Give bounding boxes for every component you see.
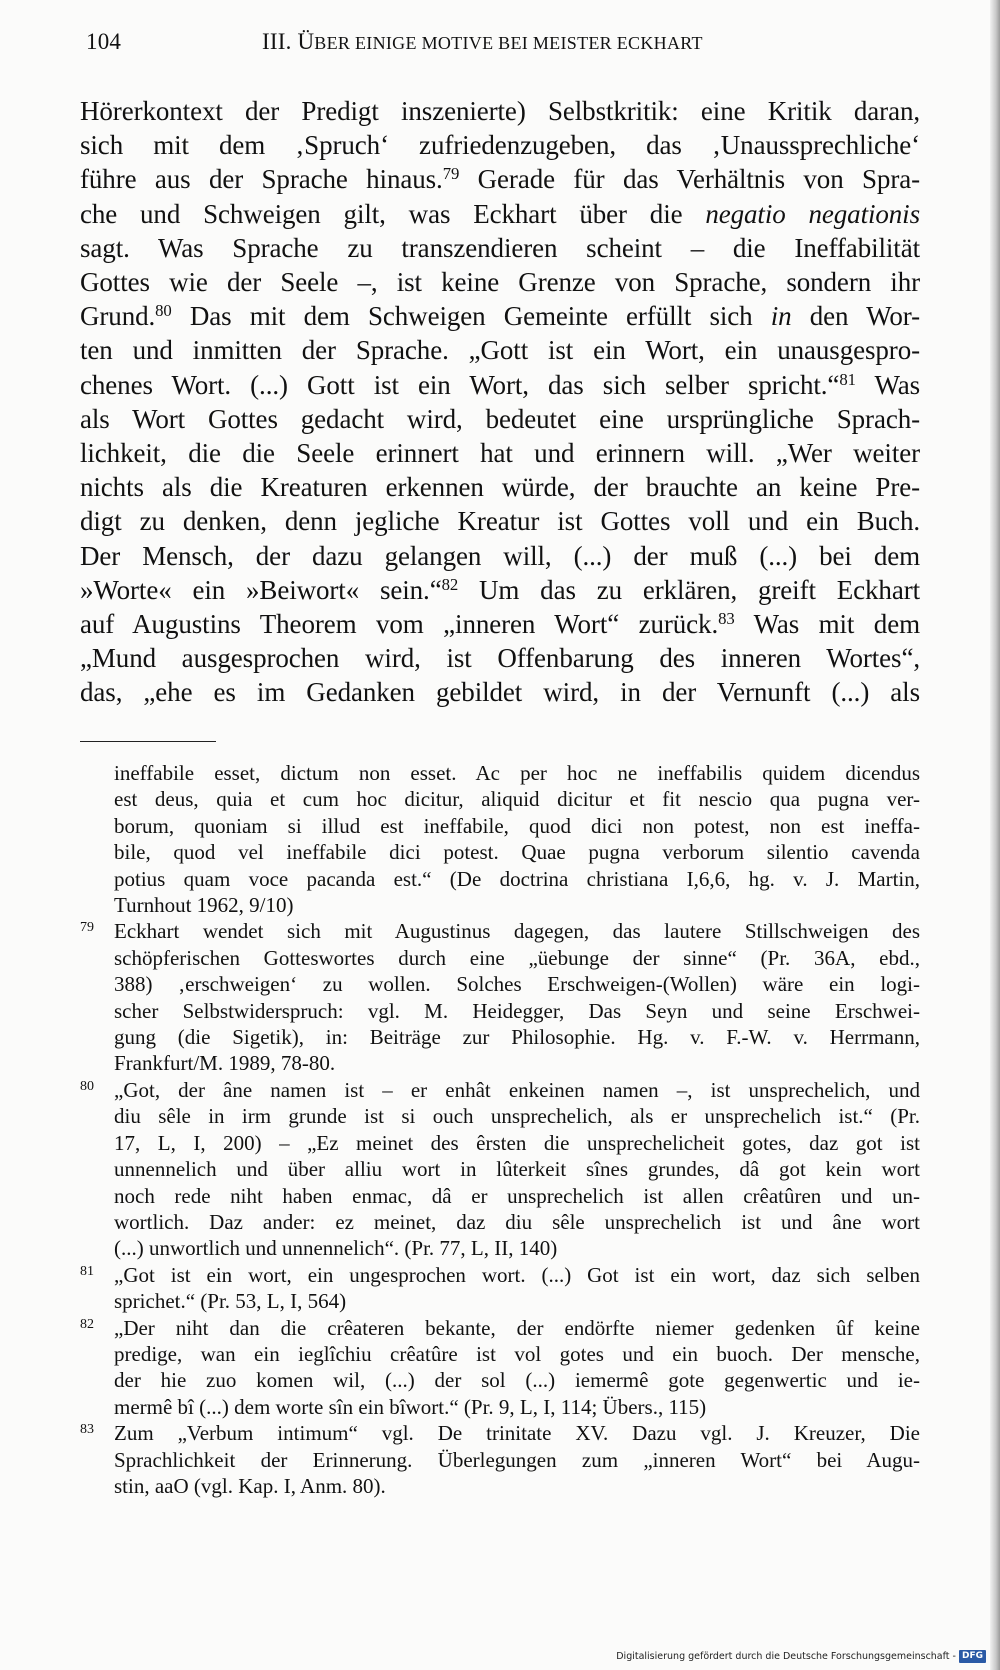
footnote-line: unnennelich und über alliu wort in lûterkeit sînes grundes, dâ got kein wort (114, 1157, 920, 1182)
text-line: Der Mensch, der dazu gelangen will, (...) der muß (...) bei dem (80, 540, 920, 571)
footnote-ref: 81 (839, 369, 856, 389)
footnote-line: borum, quoniam si illud est ineffabile, quod dici non potest, non est ineffa- (114, 813, 920, 838)
footnote-line: stin, aaO (vgl. Kap. I, Anm. 80). (114, 1473, 386, 1498)
footnote-ref: 82 (441, 574, 459, 594)
footnote-ref: 80 (155, 301, 172, 321)
footnote-line: Sprachlichkeit der Erinnerung. Überlegungen zum „inneren Wort“ bei Augu- (114, 1447, 920, 1472)
text-line: sich mit dem ‚Spruch‘ zufriedenzugeben, das ‚Unaussprechliche‘ (80, 130, 920, 161)
footnote-line: Zum „Verbum intimum“ vgl. De trinitate XV. Dazu vgl. J. Kreuzer, Die (114, 1421, 920, 1446)
text-line: Grund.$^{80}$ Das mit dem Schweigen Gemeinte erfüllt sich in den Wor- (80, 301, 920, 332)
footnote-79 (80, 918, 920, 1076)
text-line: nichts als die Kreaturen erkennen würde, der brauchte an keine Pre- (80, 472, 920, 503)
footnote-number: 79 (80, 920, 94, 936)
footnote-number: 81 (80, 1263, 94, 1279)
footnote-line: 388) ‚erschweigen‘ zu wollen. Solches Erschweigen-(Wollen) wäre ein logi- (114, 972, 920, 997)
footnote-line: Turnhout 1962, 9/10) (114, 893, 294, 918)
footnote-line: (...) unwortlich und unnennelich“. (Pr. 77, L, II, 140) (114, 1236, 558, 1261)
footnote-line: sprichet.“ (Pr. 53, L, I, 564) (114, 1289, 347, 1314)
text-line: sagt. Was Sprache zu transzendieren scheint – die Ineffabilität (80, 232, 920, 263)
text-line: „Mund ausgesprochen wird, ist Offenbarung des inneren Wortes“, (80, 643, 920, 674)
footnote-separator (80, 741, 216, 742)
digitization-credit (616, 1648, 986, 1666)
text-line: digt zu denken, denn jegliche Kreatur ist Gottes voll und ein Buch. (80, 506, 920, 537)
running-header (86, 26, 918, 58)
footnote-number: 83 (80, 1422, 94, 1438)
footnote-82 (80, 1315, 920, 1421)
text-line: das, „ehe es im Gedanken gebildet wird, in der Vernunft (...) als (80, 677, 920, 708)
italic-term: negatio negationis (705, 198, 920, 229)
text-line: »Worte« ein »Beiwort« sein.“$^{82}$ Um das zu erklären, greift Eckhart (80, 574, 920, 605)
footnote-line: bile, quod vel ineffabile dici potest. Quae pugna verborum silentio cavenda (114, 840, 920, 865)
text-line: Gottes wie der Seele –, ist keine Grenze von Sprache, sondern ihr (80, 267, 920, 298)
footnote-83 (80, 1420, 920, 1499)
footnote-ref: 79 (442, 164, 460, 184)
running-title (262, 26, 703, 59)
footnote-line: „Got ist ein wort, ein ungesprochen wort. (...) Got ist ein wort, daz sich selben (114, 1262, 920, 1287)
footnote-continuation (80, 760, 920, 918)
footnote-line: „Der niht dan die crêateren bekante, der endörfte niemer gedenken ûf keine (114, 1315, 920, 1340)
main-text (80, 94, 920, 710)
footnote-line: ineffabile esset, dictum non esset. Ac per hoc ne ineffabilis quidem dicendus (114, 761, 920, 785)
running-title-smallcaps: BER EINIGE MOTIVE BEI MEISTER ECKHART (314, 33, 703, 53)
text-line: lichkeit, die die Seele erinnert hat und erinnern will. „Wer weiter (80, 438, 920, 469)
footnote-line: „Got, der âne namen ist – er enhât enkeinen namen –, ist unsprechelich, und (114, 1077, 920, 1102)
footnote-line: potius quam voce pacanda est.“ (De doctrina christiana I,6,6, hg. v. J. Martin, (114, 866, 920, 891)
text-line: als Wort Gottes gedacht wird, bedeutet eine ursprüngliche Sprach- (80, 403, 920, 434)
page-number: 104 (86, 29, 122, 54)
footnote-line: Frankfurt/M. 1989, 78-80. (114, 1051, 336, 1076)
running-title-prefix: III. Ü (262, 29, 315, 54)
footnote-number: 82 (80, 1316, 94, 1332)
footnote-line: gung (die Sigetik), in: Beiträge zur Philosophie. Hg. v. F.-W. v. Herrmann, (114, 1025, 920, 1050)
footnote-line: predige, wan ein ieglîchiu crêatûre ist vol gotes und ein buoch. Der mensche, (114, 1341, 920, 1366)
footnote-line: est deus, quia et cum hoc dicitur, aliquid dicitur et fit nescio qua pugna ver- (114, 787, 920, 812)
text-line: chenes Wort. (...) Gott ist ein Wort, das sich selber spricht.“$^{81}$ Was (80, 369, 920, 400)
footnote-ref: 83 (718, 608, 735, 628)
footnote-line: mermê bî (...) dem worte sîn ein bîwort.“ (Pr. 9, L, I, 114; Übers., 115) (114, 1394, 707, 1419)
dfg-logo: DFG (959, 1650, 986, 1663)
text-line: führe aus der Sprache hinaus.$^{79}$ Gerade für das Verhältnis von Spra- (80, 164, 920, 195)
footnote-line: schöpferischen Gotteswortes durch eine „üebunge der sinne“ (Pr. 36A, ebd., (114, 945, 920, 970)
footnote-line: noch rede niht haben enmac, dâ er unsprechelich ist allen crêatûren und un- (114, 1183, 920, 1208)
text-line: che und Schweigen gilt, was Eckhart über die negatio negationis (80, 198, 920, 229)
footnote-line: diu sêle in irm grunde ist si ouch unsprechelich, als er unsprechelich ist.“ (Pr. (114, 1104, 920, 1129)
footnote-81 (80, 1262, 920, 1315)
footnote-number: 80 (80, 1078, 94, 1094)
italic-term: in (770, 301, 792, 332)
text-line: ten und inmitten der Sprache. „Gott ist ein Wort, ein unausgespro- (80, 335, 920, 366)
footnote-line: 17, L, I, 200) – „Ez meinet des êrsten die unsprechelicheit gotes, daz got ist (114, 1130, 920, 1155)
footnote-line: wortlich. Daz ander: ez meinet, daz diu sêle unsprechelich ist und âne wort (114, 1209, 920, 1234)
footnote-line: scher Selbstwiderspruch: vgl. M. Heidegger, Das Seyn und seine Erschwei- (114, 998, 920, 1023)
footnote-line: der hie zuo komen wil, (...) der sol (...) iemermê gote gegenwertic und ie- (114, 1368, 920, 1393)
text-line: Hörerkontext der Predigt inszenierte) Selbstkritik: eine Kritik daran, (80, 96, 920, 126)
footnote-line: Eckhart wendet sich mit Augustinus dagegen, das lautere Stillschweigen des (114, 919, 920, 944)
credit-text: Digitalisierung gefördert durch die Deutsche Forschungsgemeinschaft - (616, 1651, 956, 1662)
footnote-80 (80, 1077, 920, 1262)
text-line: auf Augustins Theorem vom „inneren Wort“ zurück.$^{83}$ Was mit dem (80, 608, 920, 640)
footnotes (80, 760, 920, 1499)
page-edge-shadow (990, 0, 1000, 1670)
